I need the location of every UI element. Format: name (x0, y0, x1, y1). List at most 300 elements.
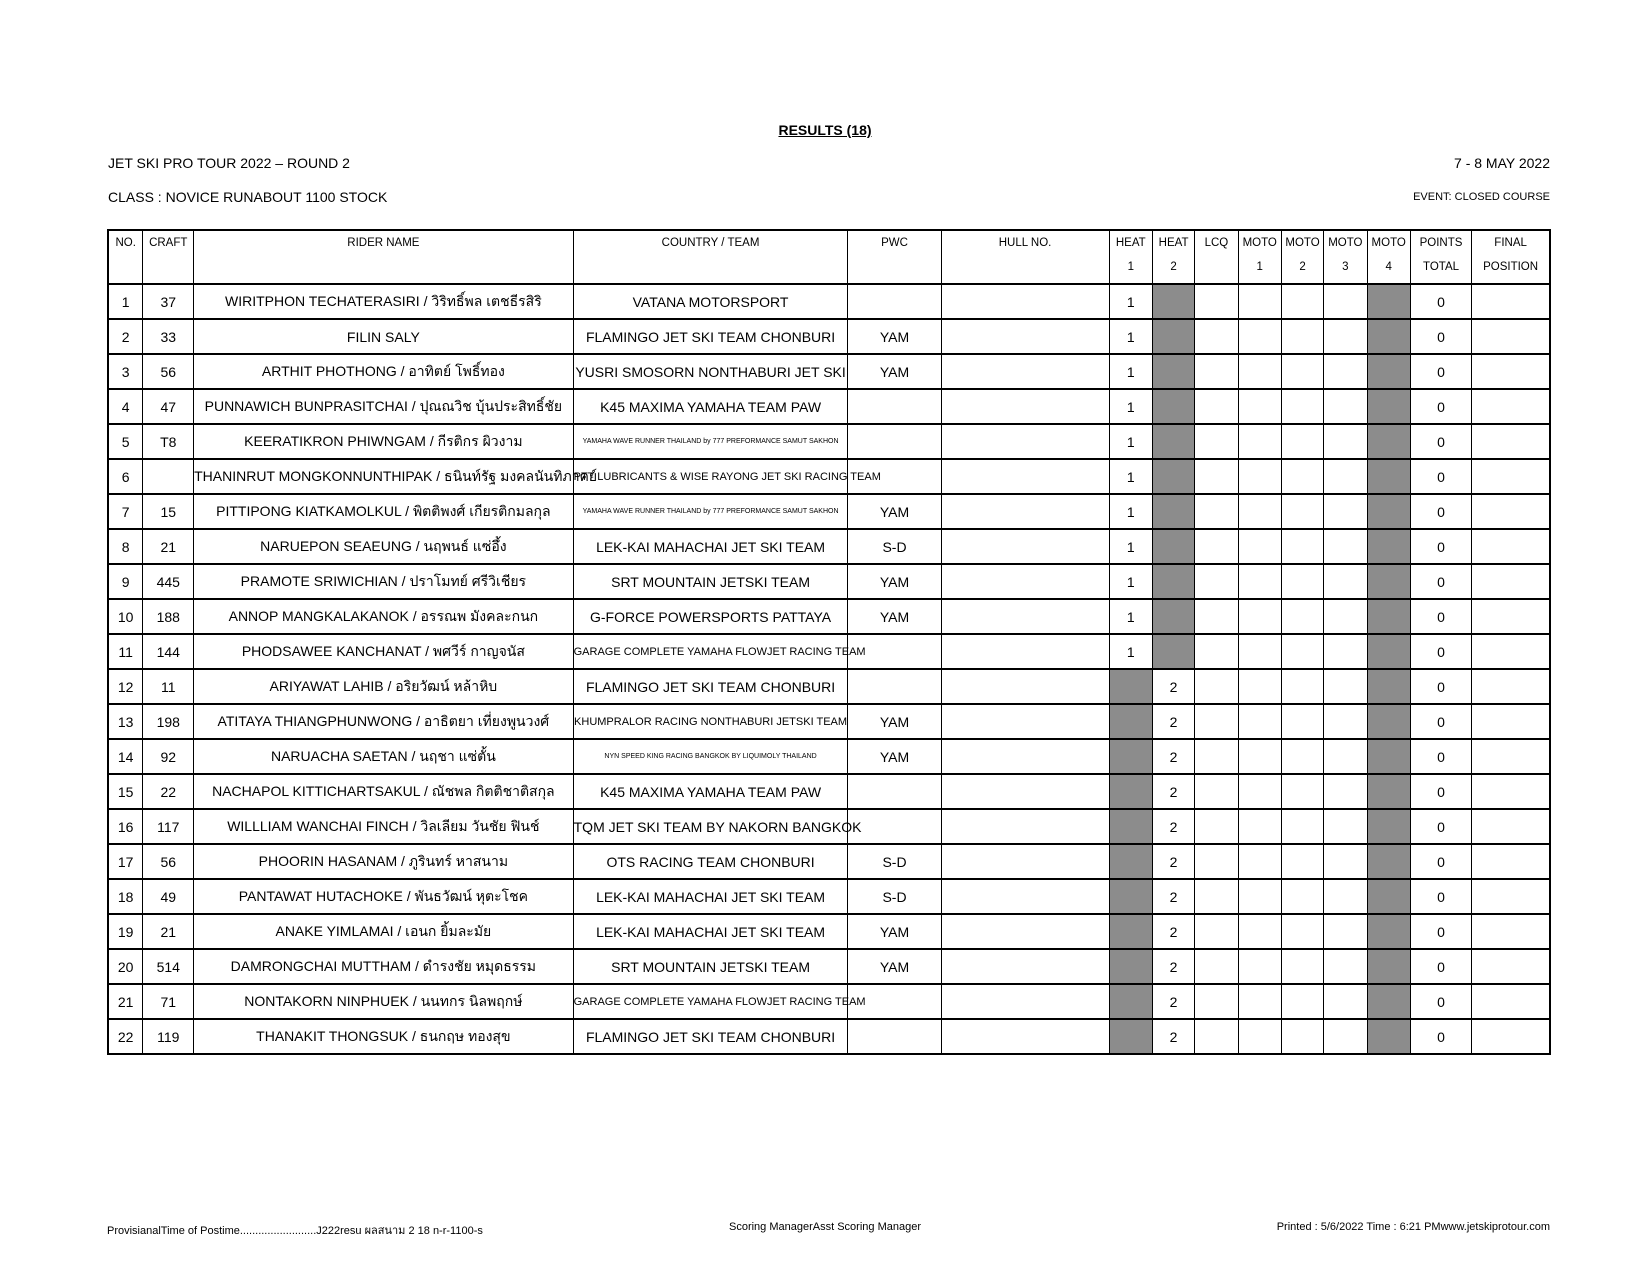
cell-final (1472, 319, 1550, 354)
cell-moto1 (1238, 879, 1281, 914)
cell-hull (941, 914, 1109, 949)
cell-moto1 (1238, 949, 1281, 984)
cell-craft: 119 (143, 1019, 194, 1054)
cell-total: 0 (1410, 1019, 1471, 1054)
cell-craft: 198 (143, 704, 194, 739)
cell-heat2 (1152, 599, 1194, 634)
cell-hull (941, 319, 1109, 354)
event-date: 7 - 8 MAY 2022 (1454, 155, 1550, 171)
cell-total: 0 (1410, 879, 1471, 914)
cell-final (1472, 844, 1550, 879)
cell-moto1 (1238, 634, 1281, 669)
cell-final (1472, 529, 1550, 564)
cell-moto4 (1367, 739, 1410, 774)
event-title: JET SKI PRO TOUR 2022 – ROUND 2 (108, 155, 350, 171)
cell-lcq (1195, 494, 1238, 529)
cell-no: 16 (108, 809, 143, 844)
cell-heat1 (1109, 809, 1152, 844)
cell-no: 20 (108, 949, 143, 984)
cell-moto1 (1238, 529, 1281, 564)
cell-rider: DAMRONGCHAI MUTTHAM / ดำรงชัย หมุดธรรม (194, 949, 574, 984)
cell-final (1472, 704, 1550, 739)
table-row (108, 809, 1550, 844)
cell-craft: 188 (143, 599, 194, 634)
cell-moto1 (1238, 739, 1281, 774)
cell-final (1472, 914, 1550, 949)
cell-rider: WILLLIAM WANCHAI FINCH / วิลเลียม วันชัย ฟินช์ (194, 809, 574, 844)
table-row (108, 879, 1550, 914)
cell-moto3 (1324, 739, 1367, 774)
cell-lcq (1195, 879, 1238, 914)
cell-moto4 (1367, 704, 1410, 739)
cell-no: 19 (108, 914, 143, 949)
cell-final (1472, 564, 1550, 599)
cell-moto1 (1238, 1019, 1281, 1054)
table-row (108, 984, 1550, 1019)
cell-moto4 (1367, 1019, 1410, 1054)
cell-team: FLAMINGO JET SKI TEAM CHONBURI (573, 319, 848, 354)
cell-hull (941, 599, 1109, 634)
cell-heat2: 2 (1152, 704, 1194, 739)
cell-heat2 (1152, 634, 1194, 669)
table-row (108, 844, 1550, 879)
event-type: EVENT: CLOSED COURSE (1413, 191, 1550, 203)
cell-moto2 (1281, 984, 1323, 1019)
cell-lcq (1195, 704, 1238, 739)
cell-final (1472, 459, 1550, 494)
cell-moto4 (1367, 494, 1410, 529)
cell-lcq (1195, 949, 1238, 984)
cell-pwc: YAM (848, 564, 941, 599)
cell-moto3 (1324, 634, 1367, 669)
cell-team: KHUMPRALOR RACING NONTHABURI JETSKI TEAM (573, 704, 848, 739)
cell-heat2 (1152, 424, 1194, 459)
cell-lcq (1195, 809, 1238, 844)
cell-final (1472, 809, 1550, 844)
cell-moto3 (1324, 319, 1367, 354)
cell-heat2: 2 (1152, 669, 1194, 704)
cell-moto1 (1238, 704, 1281, 739)
cell-moto2 (1281, 914, 1323, 949)
cell-team: NYN SPEED KING RACING BANGKOK BY LIQUIMOLY THAILAND (573, 739, 848, 774)
column-header-label: MOTO (1371, 237, 1406, 249)
table-row (108, 739, 1550, 774)
cell-lcq (1195, 459, 1238, 494)
cell-team: YAMAHA WAVE RUNNER THAILAND by 777 PREFORMANCE SAMUT SAKHON (573, 424, 848, 459)
cell-rider: PITTIPONG KIATKAMOLKUL / พิตติพงศ์ เกียรติกมลกุล (194, 494, 574, 529)
cell-heat1: 1 (1109, 494, 1152, 529)
cell-moto3 (1324, 599, 1367, 634)
cell-heat1: 1 (1109, 459, 1152, 494)
column-header-label: POINTS (1419, 237, 1463, 249)
cell-total: 0 (1410, 389, 1471, 424)
cell-moto3 (1324, 809, 1367, 844)
cell-moto4 (1367, 669, 1410, 704)
cell-moto1 (1238, 774, 1281, 809)
cell-final (1472, 879, 1550, 914)
cell-hull (941, 879, 1109, 914)
cell-no: 1 (108, 284, 143, 319)
cell-final (1472, 599, 1550, 634)
cell-hull (941, 494, 1109, 529)
cell-heat1 (1109, 984, 1152, 1019)
column-header-label: LCQ (1204, 237, 1229, 249)
cell-moto4 (1367, 879, 1410, 914)
cell-moto4 (1367, 949, 1410, 984)
cell-moto4 (1367, 634, 1410, 669)
cell-moto3 (1324, 389, 1367, 424)
cell-moto1 (1238, 494, 1281, 529)
cell-team: YUSRI SMOSORN NONTHABURI JET SKI (573, 354, 848, 389)
cell-hull (941, 284, 1109, 319)
cell-rider: ANNOP MANGKALAKANOK / อรรณพ มังคละกนก (194, 599, 574, 634)
cell-pwc (848, 774, 941, 809)
cell-team: LEK-KAI MAHACHAI JET SKI TEAM (573, 879, 848, 914)
cell-craft: 71 (143, 984, 194, 1019)
cell-no: 7 (108, 494, 143, 529)
table-row (108, 669, 1550, 704)
cell-heat2 (1152, 389, 1194, 424)
footer-right: Printed : 5/6/2022 Time : 6:21 PMwww.jetskiprotour.com (1276, 1221, 1550, 1233)
cell-moto4 (1367, 424, 1410, 459)
cell-lcq (1195, 774, 1238, 809)
cell-moto1 (1238, 844, 1281, 879)
column-header (194, 230, 574, 284)
cell-moto2 (1281, 844, 1323, 879)
cell-moto3 (1324, 529, 1367, 564)
cell-moto4 (1367, 459, 1410, 494)
cell-craft (143, 459, 194, 494)
cell-heat1 (1109, 1019, 1152, 1054)
cell-rider: FILIN SALY (194, 319, 574, 354)
cell-heat2 (1152, 529, 1194, 564)
cell-moto2 (1281, 599, 1323, 634)
column-header-label: FINAL (1494, 237, 1527, 249)
column-header (1195, 230, 1238, 284)
cell-moto1 (1238, 459, 1281, 494)
column-header-label: PWC (881, 237, 908, 249)
column-header-sublabel: TOTAL (1423, 261, 1460, 273)
cell-pwc (848, 809, 941, 844)
cell-final (1472, 284, 1550, 319)
cell-moto3 (1324, 704, 1367, 739)
cell-pwc: YAM (848, 739, 941, 774)
cell-moto1 (1238, 424, 1281, 459)
cell-total: 0 (1410, 634, 1471, 669)
column-header (1410, 230, 1471, 284)
cell-moto1 (1238, 984, 1281, 1019)
column-header (1324, 230, 1367, 284)
cell-moto1 (1238, 354, 1281, 389)
cell-heat2: 2 (1152, 949, 1194, 984)
cell-craft: 514 (143, 949, 194, 984)
column-header (1472, 230, 1550, 284)
cell-moto2 (1281, 564, 1323, 599)
cell-total: 0 (1410, 914, 1471, 949)
cell-heat1 (1109, 774, 1152, 809)
cell-rider: NONTAKORN NINPHUEK / นนทกร นิลพฤกษ์ (194, 984, 574, 1019)
cell-moto1 (1238, 809, 1281, 844)
cell-moto3 (1324, 949, 1367, 984)
column-header-label: MOTO (1328, 237, 1363, 249)
cell-hull (941, 739, 1109, 774)
cell-lcq (1195, 564, 1238, 599)
cell-no: 5 (108, 424, 143, 459)
cell-moto2 (1281, 424, 1323, 459)
cell-moto3 (1324, 494, 1367, 529)
column-header (1367, 230, 1410, 284)
column-header-label: COUNTRY / TEAM (661, 237, 760, 249)
cell-moto4 (1367, 599, 1410, 634)
cell-no: 12 (108, 669, 143, 704)
column-header (573, 230, 848, 284)
cell-hull (941, 949, 1109, 984)
column-header-sublabel: 4 (1385, 261, 1392, 273)
cell-pwc: S-D (848, 879, 941, 914)
table-row (108, 599, 1550, 634)
cell-heat2 (1152, 354, 1194, 389)
cell-heat2: 2 (1152, 739, 1194, 774)
cell-craft: 445 (143, 564, 194, 599)
cell-pwc (848, 1019, 941, 1054)
cell-moto3 (1324, 844, 1367, 879)
cell-moto2 (1281, 634, 1323, 669)
cell-pwc (848, 669, 941, 704)
cell-moto1 (1238, 319, 1281, 354)
cell-pwc (848, 424, 941, 459)
cell-rider: NARUACHA SAETAN / นฤชา แซ่ตั้น (194, 739, 574, 774)
cell-moto3 (1324, 459, 1367, 494)
column-header-sublabel: 2 (1170, 261, 1177, 273)
cell-final (1472, 949, 1550, 984)
cell-hull (941, 774, 1109, 809)
cell-total: 0 (1410, 739, 1471, 774)
cell-heat1: 1 (1109, 634, 1152, 669)
cell-moto4 (1367, 774, 1410, 809)
cell-no: 6 (108, 459, 143, 494)
cell-no: 9 (108, 564, 143, 599)
cell-team: LEK-KAI MAHACHAI JET SKI TEAM (573, 914, 848, 949)
table-row (108, 914, 1550, 949)
cell-total: 0 (1410, 774, 1471, 809)
table-row (108, 774, 1550, 809)
cell-pwc: S-D (848, 844, 941, 879)
results-body (108, 284, 1550, 1054)
cell-team: K45 MAXIMA YAMAHA TEAM PAW (573, 774, 848, 809)
cell-no: 11 (108, 634, 143, 669)
cell-moto4 (1367, 284, 1410, 319)
column-header-label: CRAFT (149, 237, 188, 249)
table-row (108, 354, 1550, 389)
cell-heat1 (1109, 949, 1152, 984)
cell-hull (941, 844, 1109, 879)
cell-moto3 (1324, 354, 1367, 389)
cell-no: 3 (108, 354, 143, 389)
cell-heat1: 1 (1109, 389, 1152, 424)
cell-rider: PANTAWAT HUTACHOKE / พันธวัฒน์ หุตะโชค (194, 879, 574, 914)
cell-lcq (1195, 669, 1238, 704)
cell-total: 0 (1410, 704, 1471, 739)
column-header (108, 230, 143, 284)
cell-heat1: 1 (1109, 424, 1152, 459)
cell-heat2 (1152, 319, 1194, 354)
cell-team: LEK-KAI MAHACHAI JET SKI TEAM (573, 529, 848, 564)
cell-rider: THANINRUT MONGKONNUNTHIPAK / ธนินท์รัฐ มงคลนันทิภาคย์ (194, 459, 574, 494)
cell-hull (941, 1019, 1109, 1054)
cell-no: 14 (108, 739, 143, 774)
cell-total: 0 (1410, 984, 1471, 1019)
cell-heat1: 1 (1109, 284, 1152, 319)
cell-moto3 (1324, 564, 1367, 599)
cell-moto1 (1238, 389, 1281, 424)
cell-lcq (1195, 914, 1238, 949)
cell-moto2 (1281, 284, 1323, 319)
cell-heat1 (1109, 704, 1152, 739)
cell-final (1472, 1019, 1550, 1054)
cell-rider: ARTHIT PHOTHONG / อาทิตย์ โพธิ์ทอง (194, 354, 574, 389)
cell-team: FLAMINGO JET SKI TEAM CHONBURI (573, 1019, 848, 1054)
column-header (143, 230, 194, 284)
cell-moto2 (1281, 354, 1323, 389)
cell-hull (941, 669, 1109, 704)
cell-moto1 (1238, 914, 1281, 949)
cell-heat1 (1109, 844, 1152, 879)
table-row (108, 389, 1550, 424)
cell-craft: 56 (143, 844, 194, 879)
cell-moto4 (1367, 354, 1410, 389)
cell-lcq (1195, 844, 1238, 879)
cell-moto3 (1324, 284, 1367, 319)
cell-craft: 92 (143, 739, 194, 774)
cell-pwc (848, 389, 941, 424)
cell-heat1 (1109, 914, 1152, 949)
cell-heat2: 2 (1152, 774, 1194, 809)
cell-lcq (1195, 354, 1238, 389)
cell-rider: ATITAYA THIANGPHUNWONG / อาธิตยา เที่ยงพูนวงศ์ (194, 704, 574, 739)
cell-moto2 (1281, 669, 1323, 704)
cell-lcq (1195, 739, 1238, 774)
cell-heat2 (1152, 564, 1194, 599)
cell-lcq (1195, 284, 1238, 319)
cell-hull (941, 354, 1109, 389)
cell-lcq (1195, 319, 1238, 354)
cell-moto3 (1324, 914, 1367, 949)
cell-total: 0 (1410, 494, 1471, 529)
cell-final (1472, 739, 1550, 774)
cell-rider: NARUEPON SEAEUNG / นฤพนธ์ แซ่อึ้ง (194, 529, 574, 564)
column-header (941, 230, 1109, 284)
class-label: CLASS : NOVICE RUNABOUT 1100 STOCK (108, 189, 388, 205)
cell-craft: 49 (143, 879, 194, 914)
cell-team: VATANA MOTORSPORT (573, 284, 848, 319)
cell-heat1 (1109, 879, 1152, 914)
cell-team: YAMAHA WAVE RUNNER THAILAND by 777 PREFORMANCE SAMUT SAKHON (573, 494, 848, 529)
table-row (108, 634, 1550, 669)
cell-heat1: 1 (1109, 529, 1152, 564)
cell-team: G-FORCE POWERSPORTS PATTAYA (573, 599, 848, 634)
cell-total: 0 (1410, 459, 1471, 494)
cell-moto2 (1281, 704, 1323, 739)
cell-no: 21 (108, 984, 143, 1019)
column-header (1238, 230, 1281, 284)
cell-heat2: 2 (1152, 984, 1194, 1019)
cell-craft: T8 (143, 424, 194, 459)
column-header-label: HULL NO. (998, 237, 1052, 249)
cell-heat2 (1152, 494, 1194, 529)
cell-moto3 (1324, 879, 1367, 914)
cell-moto4 (1367, 914, 1410, 949)
cell-craft: 144 (143, 634, 194, 669)
column-header-label: MOTO (1285, 237, 1320, 249)
cell-moto4 (1367, 984, 1410, 1019)
cell-heat1: 1 (1109, 319, 1152, 354)
table-row (108, 529, 1550, 564)
cell-total: 0 (1410, 809, 1471, 844)
cell-total: 0 (1410, 844, 1471, 879)
cell-team: GARAGE COMPLETE YAMAHA FLOWJET RACING TEAM (573, 984, 848, 1019)
cell-lcq (1195, 634, 1238, 669)
cell-craft: 33 (143, 319, 194, 354)
cell-hull (941, 984, 1109, 1019)
cell-lcq (1195, 424, 1238, 459)
cell-pwc: YAM (848, 599, 941, 634)
cell-team: TQM JET SKI TEAM BY NAKORN BANGKOK (573, 809, 848, 844)
column-header-label: HEAT (1115, 237, 1146, 249)
cell-hull (941, 459, 1109, 494)
column-header-label: HEAT (1158, 237, 1189, 249)
cell-moto4 (1367, 844, 1410, 879)
column-header (848, 230, 941, 284)
table-header-row (108, 230, 1550, 284)
column-header-sublabel: 2 (1299, 261, 1306, 273)
column-header-label: RIDER NAME (347, 237, 420, 249)
cell-moto1 (1238, 564, 1281, 599)
cell-moto3 (1324, 774, 1367, 809)
results-title: RESULTS (18) (778, 122, 872, 138)
column-header (1109, 230, 1152, 284)
cell-rider: ARIYAWAT LAHIB / อริยวัฒน์ หล้าหิบ (194, 669, 574, 704)
cell-heat2 (1152, 284, 1194, 319)
cell-heat1: 1 (1109, 354, 1152, 389)
column-header (1152, 230, 1194, 284)
cell-total: 0 (1410, 424, 1471, 459)
cell-lcq (1195, 599, 1238, 634)
cell-moto4 (1367, 529, 1410, 564)
cell-craft: 21 (143, 529, 194, 564)
column-header (1281, 230, 1323, 284)
table-row (108, 284, 1550, 319)
cell-moto4 (1367, 319, 1410, 354)
cell-craft: 37 (143, 284, 194, 319)
cell-heat2: 2 (1152, 809, 1194, 844)
cell-craft: 11 (143, 669, 194, 704)
cell-no: 18 (108, 879, 143, 914)
cell-pwc: S-D (848, 529, 941, 564)
cell-moto3 (1324, 1019, 1367, 1054)
cell-rider: ANAKE YIMLAMAI / เอนก ยิ้มละมัย (194, 914, 574, 949)
cell-hull (941, 809, 1109, 844)
cell-heat1 (1109, 739, 1152, 774)
cell-total: 0 (1410, 354, 1471, 389)
cell-team: K45 MAXIMA YAMAHA TEAM PAW (573, 389, 848, 424)
footer-left: ProvisianalTime of Postime.........................J222resu ผลสนาม 2 18 n-r-1100-s (107, 1225, 483, 1237)
cell-lcq (1195, 1019, 1238, 1054)
cell-moto2 (1281, 494, 1323, 529)
cell-moto2 (1281, 774, 1323, 809)
cell-heat2: 2 (1152, 844, 1194, 879)
cell-moto2 (1281, 319, 1323, 354)
cell-final (1472, 774, 1550, 809)
